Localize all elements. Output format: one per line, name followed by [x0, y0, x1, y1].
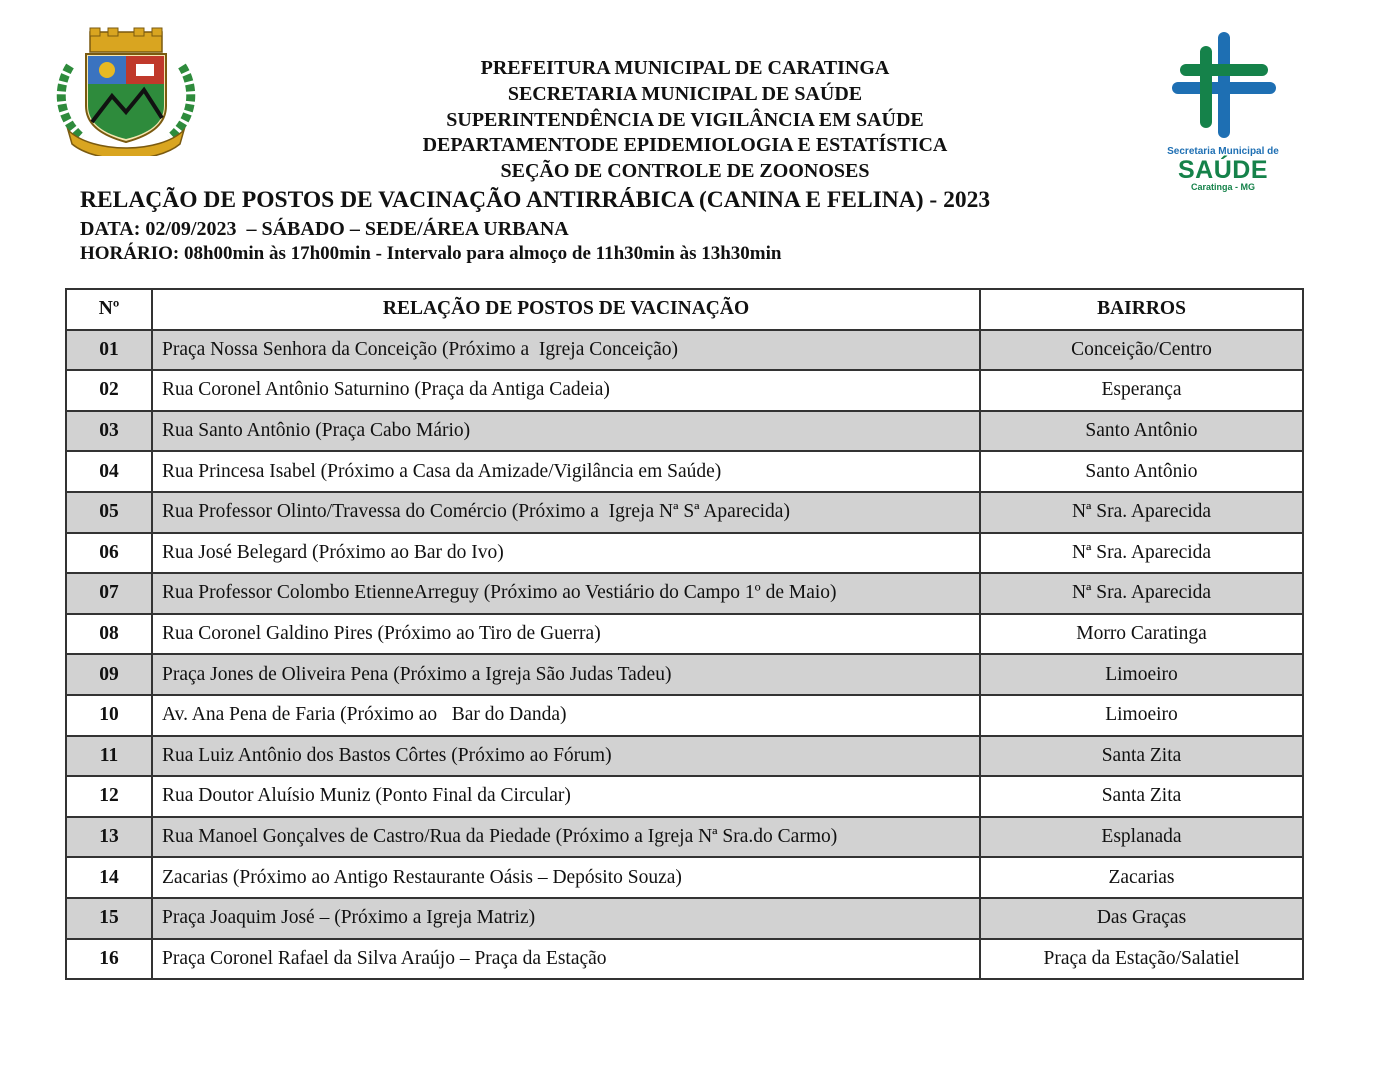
row-district: Santo Antônio — [980, 411, 1303, 452]
row-location: Rua José Belegard (Próximo ao Bar do Ivo) — [152, 533, 980, 574]
row-location: Rua Luiz Antônio dos Bastos Côrtes (Próximo ao Fórum) — [152, 736, 980, 777]
row-district: Nª Sra. Aparecida — [980, 492, 1303, 533]
caratinga-crest-logo — [52, 26, 200, 156]
logo-city: Caratinga - MG — [1190, 182, 1255, 192]
table-row — [66, 736, 1303, 777]
header-line: SECRETARIA MUNICIPAL DE SAÚDE — [507, 82, 863, 105]
row-number: 04 — [66, 451, 152, 492]
row-district: Morro Caratinga — [980, 614, 1303, 655]
row-number: 15 — [66, 898, 152, 939]
crest-icon — [52, 26, 200, 156]
table-body — [66, 330, 1303, 980]
row-location: Rua Coronel Galdino Pires (Próximo ao Tiro de Guerra) — [152, 614, 980, 655]
row-location: Zacarias (Próximo ao Antigo Restaurante Oásis – Depósito Souza) — [152, 857, 980, 898]
header-location: RELAÇÃO DE POSTOS DE VACINAÇÃO — [152, 289, 980, 330]
row-location: Praça Jones de Oliveira Pena (Próximo a Igreja São Judas Tadeu) — [152, 654, 980, 695]
row-number: 06 — [66, 533, 152, 574]
row-location: Rua Professor Olinto/Travessa do Comércio (Próximo a Igreja Nª Sª Aparecida) — [152, 492, 980, 533]
row-number: 09 — [66, 654, 152, 695]
row-number: 14 — [66, 857, 152, 898]
table-row — [66, 411, 1303, 452]
table-header-row — [66, 289, 1303, 330]
row-district: Conceição/Centro — [980, 330, 1303, 371]
row-location: Praça Nossa Senhora da Conceição (Próximo a Igreja Conceição) — [152, 330, 980, 371]
table-row — [66, 573, 1303, 614]
row-location: Praça Joaquim José – (Próximo a Igreja Matriz) — [152, 898, 980, 939]
logo-label: Secretaria Municipal de — [1167, 146, 1279, 157]
table-row — [66, 939, 1303, 980]
row-location: Rua Santo Antônio (Praça Cabo Mário) — [152, 411, 980, 452]
row-district: Santa Zita — [980, 736, 1303, 777]
table-row — [66, 654, 1303, 695]
row-district: Nª Sra. Aparecida — [980, 533, 1303, 574]
row-number: 01 — [66, 330, 152, 371]
table-row — [66, 817, 1303, 858]
health-cross-icon — [1160, 28, 1286, 146]
table-row — [66, 857, 1303, 898]
row-number: 10 — [66, 695, 152, 736]
row-district: Esplanada — [980, 817, 1303, 858]
table-row — [66, 451, 1303, 492]
table-row — [66, 776, 1303, 817]
row-number: 03 — [66, 411, 152, 452]
header-line: SEÇÃO DE CONTROLE DE ZOONOSES — [500, 160, 870, 183]
row-district: Das Graças — [980, 898, 1303, 939]
logo-title: SAÚDE — [1177, 156, 1268, 184]
table-row — [66, 330, 1303, 371]
header-line: PREFEITURA MUNICIPAL DE CARATINGA — [480, 57, 890, 79]
row-number: 02 — [66, 370, 152, 411]
document-title: RELAÇÃO DE POSTOS DE VACINAÇÃO ANTIRRÁBICA (CANINA E FELINA) - 2023 — [80, 187, 991, 213]
row-number: 12 — [66, 776, 152, 817]
row-location: Av. Ana Pena de Faria (Próximo ao Bar do Danda) — [152, 695, 980, 736]
row-district: Limoeiro — [980, 654, 1303, 695]
row-district: Santa Zita — [980, 776, 1303, 817]
secretaria-saude-logo — [1160, 28, 1286, 198]
row-district: Praça da Estação/Salatiel — [980, 939, 1303, 980]
row-number: 16 — [66, 939, 152, 980]
row-location: Praça Coronel Rafael da Silva Araújo – Praça da Estação — [152, 939, 980, 980]
row-number: 11 — [66, 736, 152, 777]
row-district: Esperança — [980, 370, 1303, 411]
date-line: DATA: 02/09/2023 – SÁBADO – SEDE/ÁREA URBANA — [80, 218, 569, 240]
hours-line: HORÁRIO: 08h00min às 17h00min - Intervalo para almoço de 11h30min às 13h30min — [80, 243, 782, 264]
institution-header — [330, 56, 1040, 185]
row-location: Rua Professor Colombo EtienneArreguy (Próximo ao Vestiário do Campo 1º de Maio) — [152, 573, 980, 614]
row-number: 05 — [66, 492, 152, 533]
header-district: BAIRROS — [980, 289, 1303, 330]
row-district: Limoeiro — [980, 695, 1303, 736]
table-row — [66, 370, 1303, 411]
table-row — [66, 695, 1303, 736]
header-line: SUPERINTENDÊNCIA DE VIGILÂNCIA EM SAÚDE — [446, 108, 924, 131]
table-row — [66, 492, 1303, 533]
row-number: 13 — [66, 817, 152, 858]
table-row — [66, 898, 1303, 939]
row-district: Nª Sra. Aparecida — [980, 573, 1303, 614]
row-location: Rua Princesa Isabel (Próximo a Casa da Amizade/Vigilância em Saúde) — [152, 451, 980, 492]
row-district: Santo Antônio — [980, 451, 1303, 492]
header-line: DEPARTAMENTODE EPIDEMIOLOGIA E ESTATÍSTICA — [422, 134, 948, 157]
row-location: Rua Manoel Gonçalves de Castro/Rua da Piedade (Próximo a Igreja Nª Sra.do Carmo) — [152, 817, 980, 858]
vaccination-posts-table — [65, 288, 1304, 980]
row-number: 08 — [66, 614, 152, 655]
table-row — [66, 533, 1303, 574]
header-number: Nº — [66, 289, 152, 330]
row-location: Rua Doutor Aluísio Muniz (Ponto Final da Circular) — [152, 776, 980, 817]
row-location: Rua Coronel Antônio Saturnino (Praça da Antiga Cadeia) — [152, 370, 980, 411]
row-number: 07 — [66, 573, 152, 614]
row-district: Zacarias — [980, 857, 1303, 898]
table-row — [66, 614, 1303, 655]
